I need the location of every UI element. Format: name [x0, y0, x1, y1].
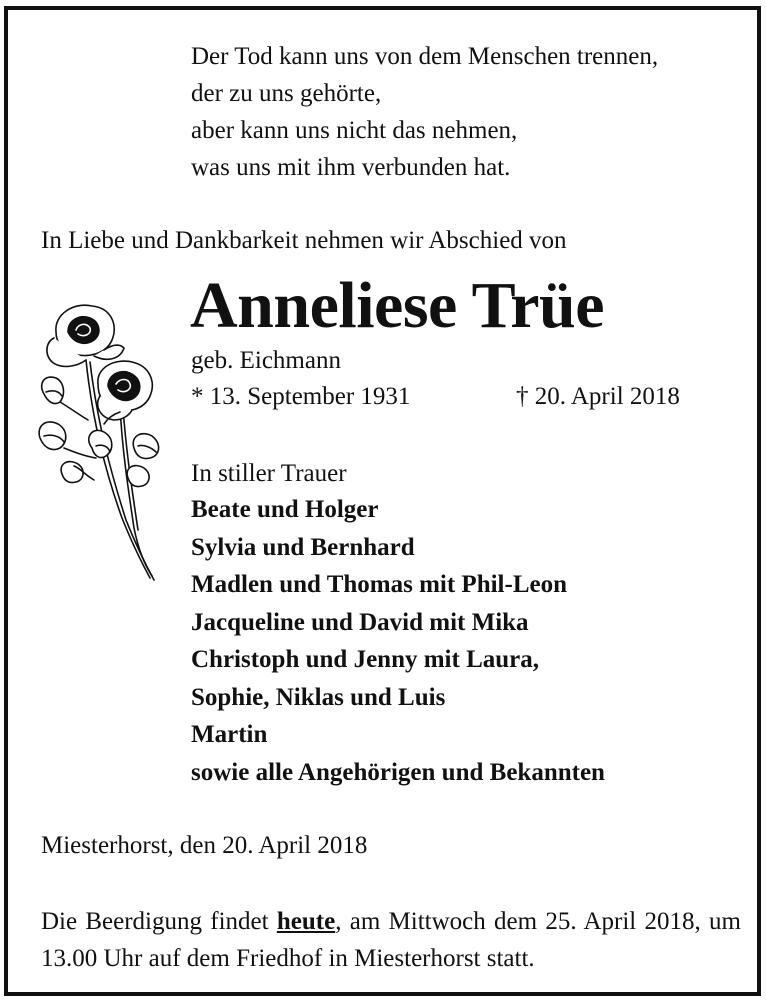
- mourning-intro: In stiller Trauer: [191, 460, 347, 487]
- mourner-name: Christoph und Jenny mit Laura,: [191, 646, 539, 673]
- obituary-card: [4, 6, 761, 996]
- mourner-name: Sylvia und Bernhard: [191, 533, 415, 561]
- mourner-name: Sophie, Niklas und Luis: [191, 683, 446, 711]
- place-and-date: Miesterhorst, den 20. April 2018: [41, 832, 368, 859]
- poem-line: der zu uns gehörte,: [191, 80, 382, 107]
- birth-date: * 13. September 1931: [191, 383, 411, 410]
- funeral-notice: [41, 903, 741, 977]
- funeral-text-start: Die Beerdigung findet: [41, 908, 277, 935]
- memorial-poem: [191, 38, 658, 186]
- poem-line: Der Tod kann uns von dem Menschen trennen,: [191, 43, 659, 70]
- deceased-name: Anneliese Trüe: [190, 269, 605, 342]
- funeral-text-end: , am Mittwoch dem 25. April 2018, um 13.00 Uhr auf dem Friedhof in Miesterhorst statt.: [41, 908, 741, 972]
- poem-line: was uns mit ihm verbunden hat.: [191, 154, 511, 181]
- mourners-list: [191, 491, 605, 791]
- rose-icon: [34, 298, 174, 588]
- funeral-today-emphasis: heute: [276, 908, 336, 935]
- poem-line: aber kann uns nicht das nehmen,: [191, 117, 518, 144]
- mourner-name: Jacqueline und David mit Mika: [191, 608, 529, 636]
- mourner-name: Beate und Holger: [191, 496, 379, 523]
- mourner-name: Madlen und Thomas mit Phil-Leon: [191, 571, 568, 598]
- mourner-name: sowie alle Angehörigen und Bekannten: [191, 758, 605, 786]
- mourner-name: Martin: [191, 721, 268, 748]
- farewell-intro: In Liebe und Dankbarkeit nehmen wir Abschied von: [41, 227, 567, 254]
- life-dates: [191, 378, 711, 416]
- birth-name: geb. Eichmann: [191, 347, 341, 374]
- death-date: † 20. April 2018: [516, 383, 680, 410]
